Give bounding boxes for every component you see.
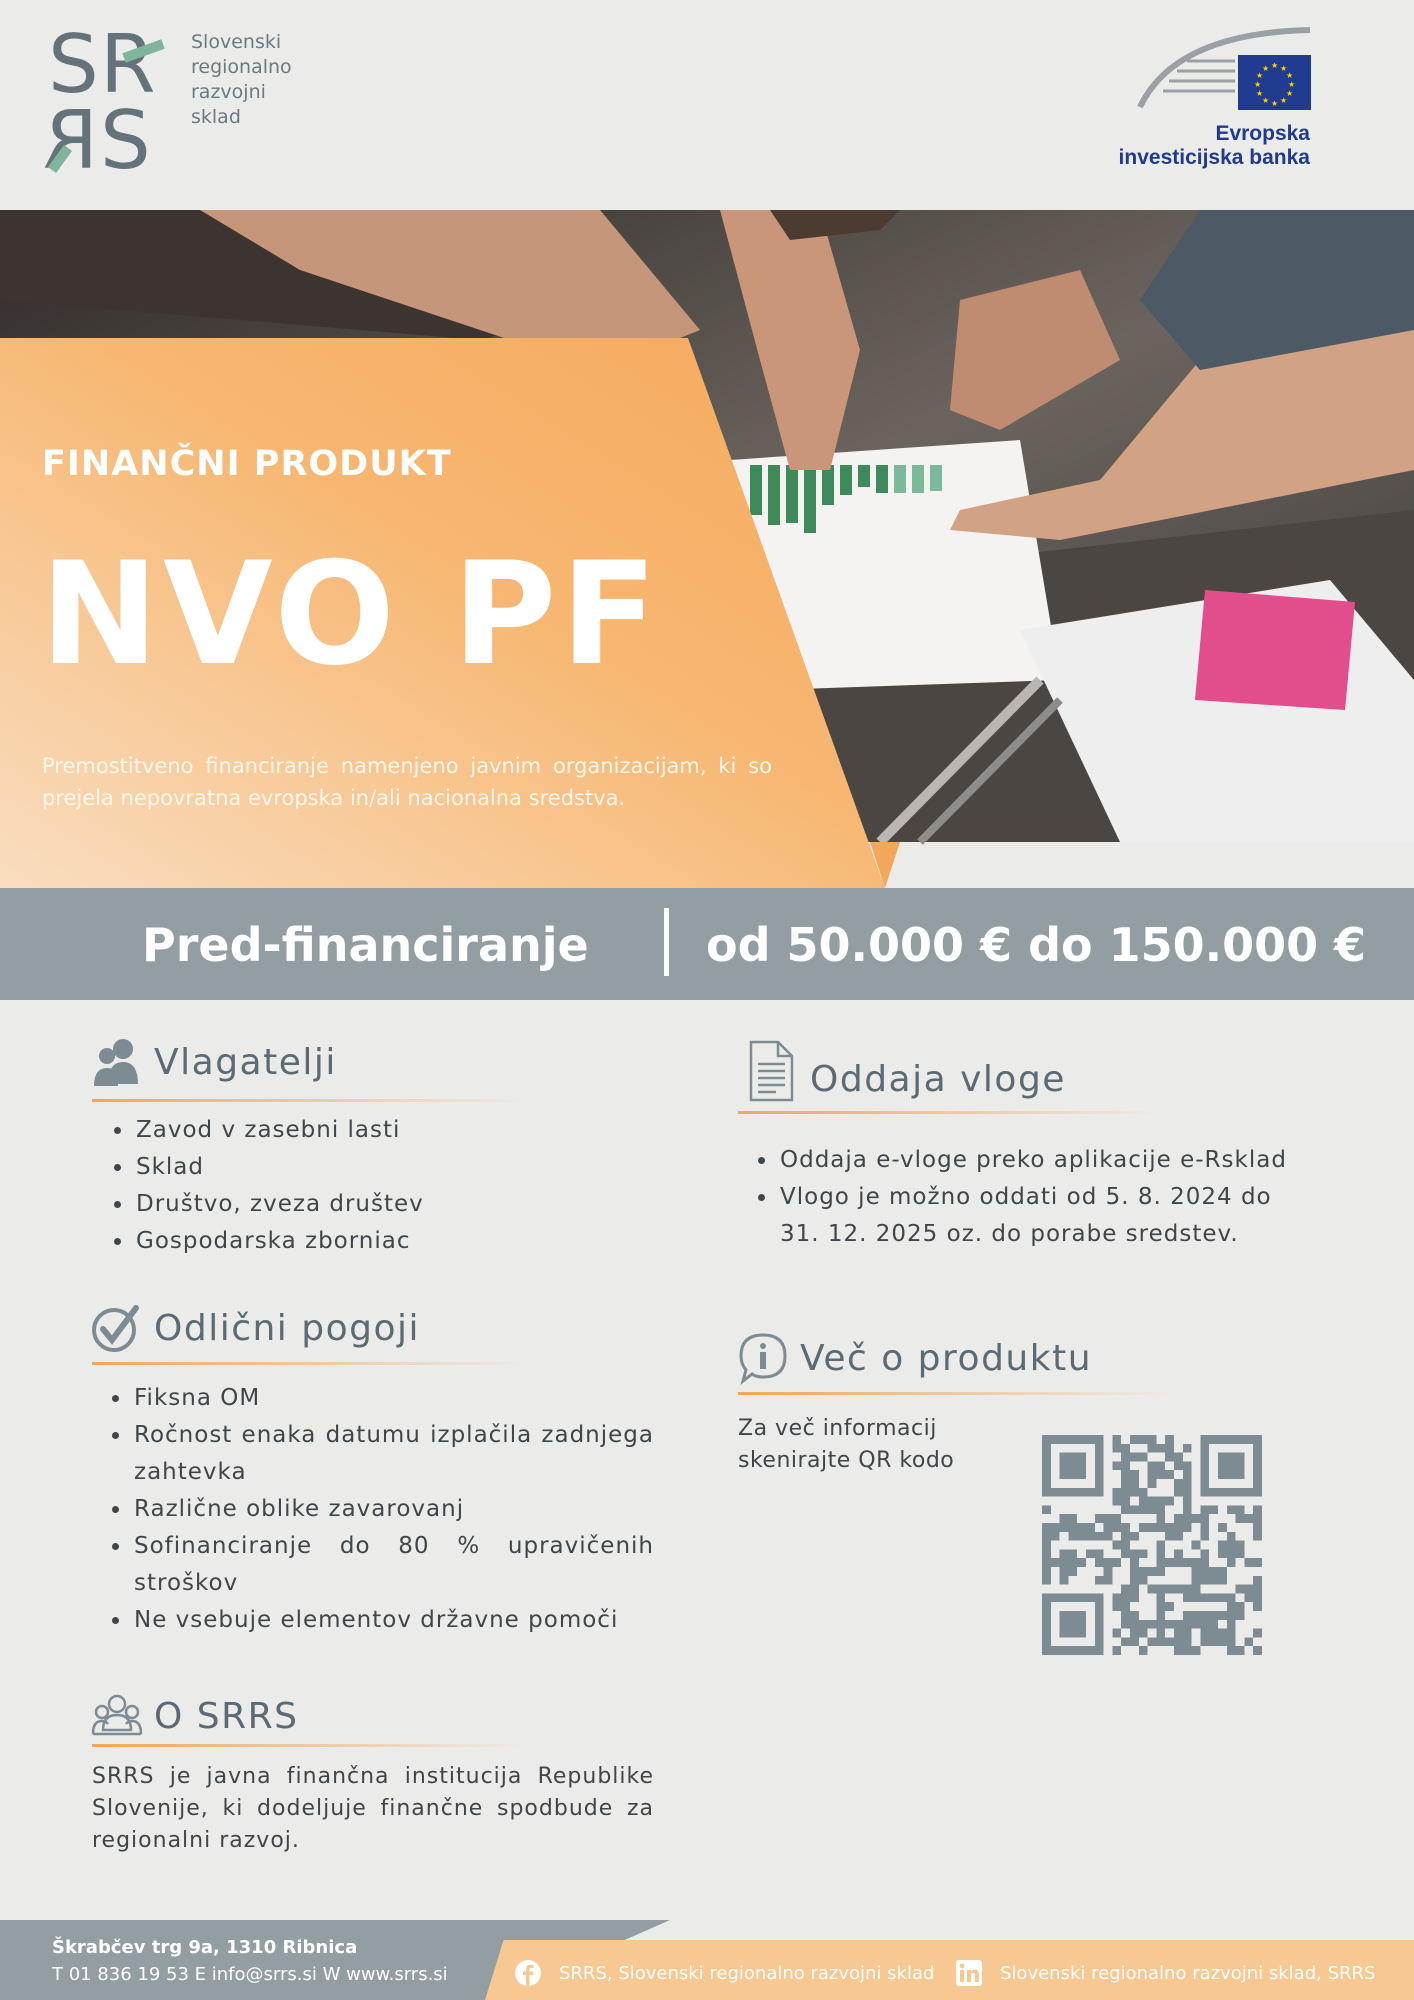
list-item: • Sklad <box>134 1149 654 1186</box>
section-underline <box>738 1392 1178 1395</box>
svg-text:S: S <box>100 94 151 187</box>
svg-text:★: ★ <box>1286 71 1294 80</box>
vlagatelji-header <box>92 1036 337 1088</box>
list-item: • Fiksna OM <box>132 1380 654 1417</box>
footer-contacts: T 01 836 19 53 E info@srrs.si W www.srrs.si <box>52 1964 448 1985</box>
section-title: Odlični pogoji <box>154 1307 421 1349</box>
linkedin-link[interactable] <box>956 1960 1375 1986</box>
srrs-name-line: regionalno <box>191 56 292 78</box>
pogoji-list <box>92 1380 654 1639</box>
svg-text:★: ★ <box>1262 96 1270 105</box>
svg-text:★: ★ <box>1254 80 1262 89</box>
section-underline <box>92 1099 532 1102</box>
svg-text:★: ★ <box>1262 64 1270 73</box>
list-item: • Ne vsebuje elementov državne pomoči <box>132 1602 654 1639</box>
list-item: • Zavod v zasebni lasti <box>134 1112 654 1149</box>
list-item: • Oddaja e-vloge preko aplikacije e-Rsklad <box>778 1142 1298 1179</box>
srrs-logo <box>42 18 173 187</box>
section-title: Vlagatelji <box>154 1041 337 1083</box>
section-underline <box>738 1111 1168 1114</box>
funding-amount: od 50.000 € do 150.000 € <box>706 918 1367 972</box>
linkedin-icon <box>956 1960 982 1986</box>
list-item: • Sofinanciranje do 80 % upravičenih stroškov <box>132 1528 654 1602</box>
linkedin-label: Slovenski regionalno razvojni sklad, SRRS <box>1000 1962 1376 1984</box>
qr-code[interactable] <box>1042 1435 1262 1655</box>
funding-divider <box>664 908 669 976</box>
svg-text:R: R <box>42 94 98 187</box>
o-srrs-text: SRRS je javna finančna institucija Republike Slovenije, ki dodeljuje finančne spodbude za regionalni razvoj. <box>92 1764 654 1853</box>
section-underline <box>92 1744 532 1747</box>
oddaja-header <box>748 1040 1066 1102</box>
users-icon <box>92 1036 142 1088</box>
eib-name <box>1119 122 1310 170</box>
srrs-name-line: Slovenski <box>191 31 282 53</box>
eib-name-line: Evropska <box>1215 122 1310 145</box>
section-title: O SRRS <box>154 1695 299 1737</box>
oddaja-list <box>738 1142 1298 1253</box>
section-underline <box>92 1362 532 1365</box>
facebook-label: SRRS, Slovenski regionalno razvojni sklad <box>559 1962 935 1984</box>
vec-text <box>738 1413 1038 1477</box>
list-item: • Gospodarska zborniac <box>134 1223 654 1260</box>
hero-kicker: FINANČNI PRODUKT <box>42 444 452 484</box>
group-icon <box>92 1690 142 1742</box>
svg-text:R: R <box>100 18 156 111</box>
o-srrs-header <box>92 1690 299 1742</box>
svg-text:★: ★ <box>1271 61 1279 70</box>
funding-label: Pred-financiranje <box>142 918 589 972</box>
section-title: Oddaja vloge <box>810 1058 1066 1100</box>
list-item: • Društvo, zveza društev <box>134 1186 654 1223</box>
svg-text:★: ★ <box>1280 96 1288 105</box>
svg-text:★: ★ <box>1280 64 1288 73</box>
svg-text:★: ★ <box>1256 71 1264 80</box>
vec-text-line: Za več informacij <box>738 1416 937 1441</box>
srrs-name-line: razvojni <box>191 81 266 103</box>
product-description: Premostitveno financiranje namenjeno javnim organizacijam, ki so prejela nepovratna evropska in/ali nacionalna sredstva. <box>42 754 772 810</box>
list-item: • Ročnost enaka datumu izplačila zadnjega zahtevka <box>132 1417 654 1491</box>
list-item: • Različne oblike zavarovanj <box>132 1491 654 1528</box>
vec-text-line: skenirajte QR kodo <box>738 1448 955 1473</box>
svg-text:★: ★ <box>1271 99 1279 108</box>
srrs-name <box>191 30 292 130</box>
svg-text:★: ★ <box>1286 89 1294 98</box>
facebook-link[interactable] <box>515 1960 934 1986</box>
svg-text:★: ★ <box>1288 80 1296 89</box>
vlagatelji-list <box>94 1112 654 1260</box>
document-icon <box>748 1040 798 1102</box>
vec-header <box>738 1332 1092 1384</box>
pogoji-header <box>92 1302 420 1354</box>
svg-text:S: S <box>48 18 99 111</box>
facebook-icon <box>515 1960 541 1986</box>
product-title: NVO PF <box>40 532 662 697</box>
eib-logo <box>1135 25 1315 115</box>
header <box>0 0 1414 210</box>
svg-text:★: ★ <box>1256 89 1264 98</box>
list-item: • Vlogo je možno oddati od 5. 8. 2024 do 31. 12. 2025 oz. do porabe sredstev. <box>778 1179 1298 1253</box>
srrs-name-line: sklad <box>191 106 241 128</box>
section-title: Več o produktu <box>800 1337 1093 1379</box>
eib-name-line: investicijska banka <box>1118 146 1310 169</box>
footer-address: Škrabčev trg 9a, 1310 Ribnica <box>52 1937 358 1958</box>
info-chat-icon <box>738 1332 788 1384</box>
funding-bar <box>0 888 1414 1000</box>
check-circle-icon <box>92 1302 142 1354</box>
